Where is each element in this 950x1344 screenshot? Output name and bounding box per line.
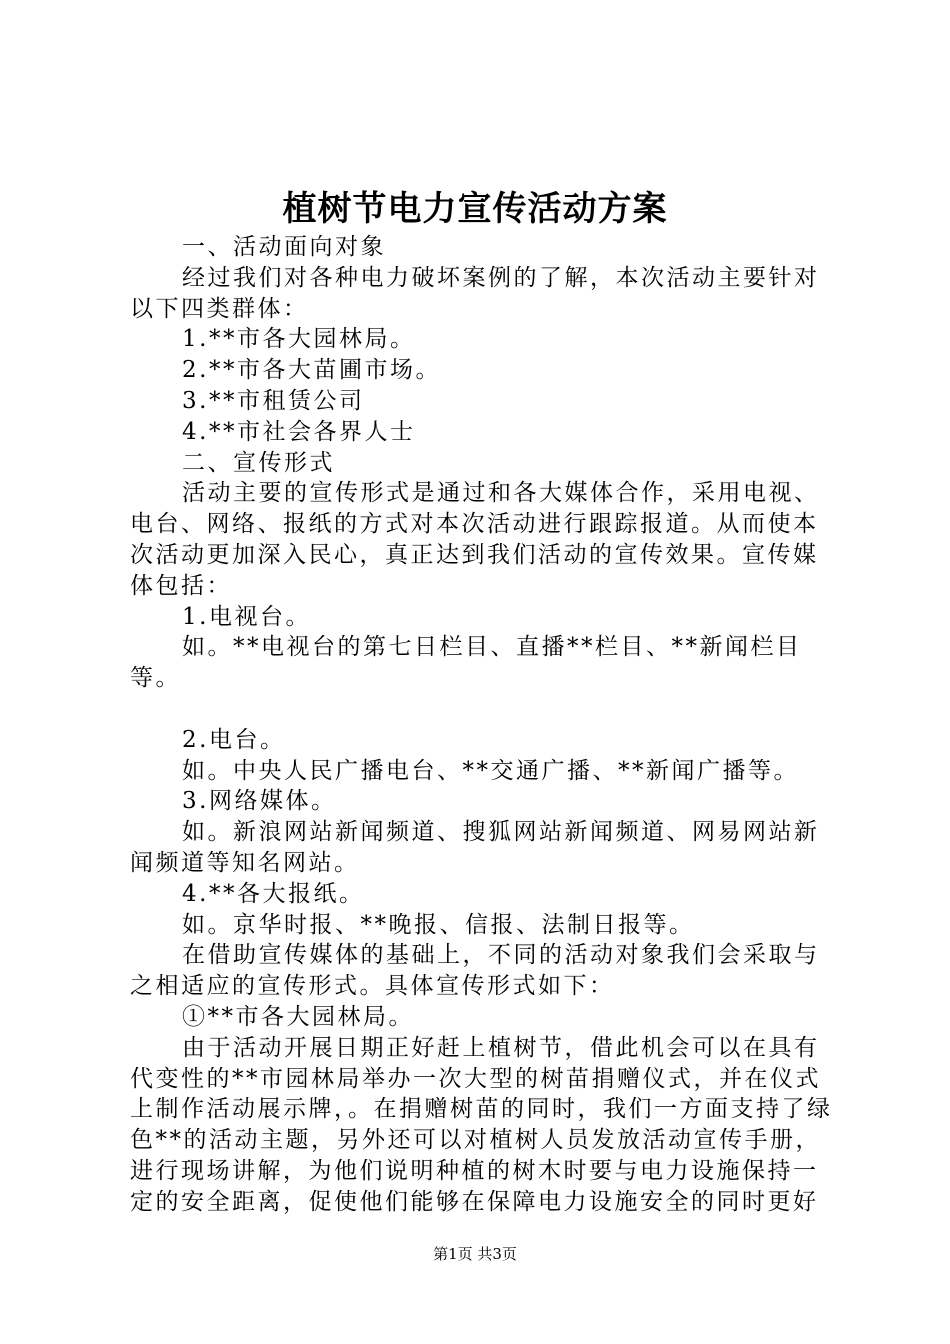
blank-line xyxy=(130,694,842,725)
paragraph: ①**市各大园林局。 xyxy=(182,1003,414,1030)
paragraph: 4.**市社会各界人士 xyxy=(182,418,416,445)
paragraph: 二、宣传形式 xyxy=(182,449,335,476)
paragraph: 活动主要的宣传形式是通过和各大媒体合作，采用电视、电台、网络、报纸的方式对本次活动进行跟踪报道。从而使本次活动更加深入民心，真正达到我们活动的宣传效果。宣传媒体包括： xyxy=(130,480,820,599)
paragraph: 2.电台。 xyxy=(182,726,286,753)
page-footer: 第1页 共3页 xyxy=(433,1245,517,1263)
paragraph: 1.电视台。 xyxy=(182,603,311,630)
paragraph: 经过我们对各种电力破坏案例的了解，本次活动主要针对以下四类群体： xyxy=(130,264,820,322)
paragraph: 一、活动面向对象 xyxy=(182,234,386,260)
paragraph: 3.网络媒体。 xyxy=(182,788,337,815)
document-title: 植树节电力宣传活动方案 xyxy=(282,189,668,229)
paragraph: 3.**市租赁公司 xyxy=(182,387,365,414)
paragraph: 如。**电视台的第七日栏目、直播**栏目、**新闻栏目等。 xyxy=(130,634,802,692)
document-body xyxy=(130,232,842,1218)
paragraph: 1.**市各大园林局。 xyxy=(182,326,416,353)
paragraph: 如。新浪网站新闻频道、搜狐网站新闻频道、网易网站新闻频道等知名网站。 xyxy=(130,819,820,876)
paragraph: 在借助宣传媒体的基础上，不同的活动对象我们会采取与之相适应的宣传形式。具体宣传形式如下： xyxy=(130,942,820,1000)
paragraph: 2.**市各大苗圃市场。 xyxy=(182,357,441,384)
paragraph: 如。京华时报、**晚报、信报、法制日报等。 xyxy=(182,911,695,938)
paragraph: 4.**各大报纸。 xyxy=(182,880,365,907)
paragraph: 如。中央人民广播电台、**交通广播、**新闻广播等。 xyxy=(182,757,799,784)
paragraph: 由于活动开展日期正好赶上植树节，借此机会可以在具有代变性的**市园林局举办一次大型的树苗捐赠仪式，并在仪式上制作活动展示牌，。在捐赠树苗的同时，我们一方面支持了绿色**的活动主题，另外还可以对植树人员发放活动宣传手册，进行现场讲解，为他们说明种植的树木时要与电力设施保持一定的安全距离，促使他们能够在保障电力设施安全的同时更好 xyxy=(130,1034,833,1215)
